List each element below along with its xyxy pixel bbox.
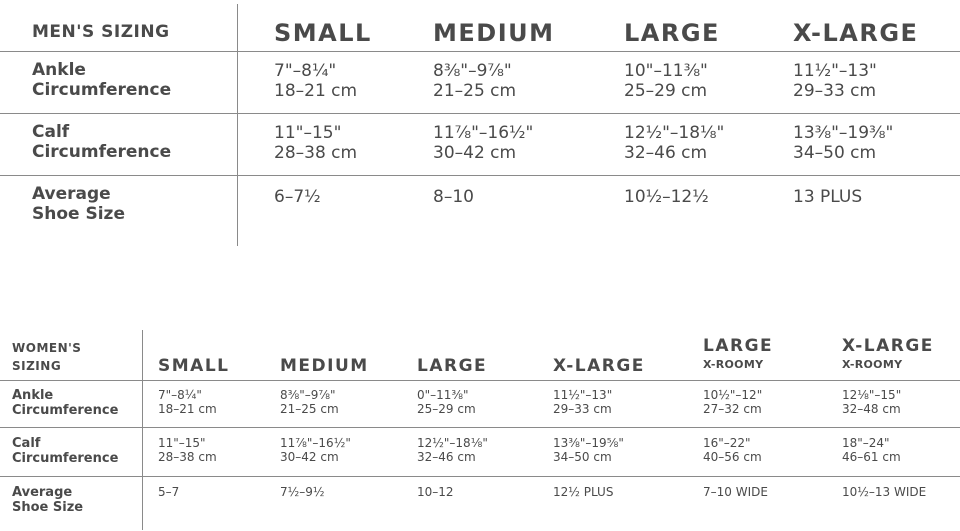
col-name: X-LARGE <box>553 356 645 376</box>
womens-col-large-xroomy <box>703 336 773 371</box>
womens-table-title <box>12 339 81 375</box>
cell-line: 18–21 cm <box>274 80 358 101</box>
mens-cell: 6–7½ <box>274 187 321 207</box>
row-label-line: Average <box>12 485 73 500</box>
cell-line: 16"–22" <box>703 436 751 450</box>
womens-cell: 10–12 <box>417 485 454 499</box>
cell-line: 30–42 cm <box>433 142 517 163</box>
cell-line: 46–61 cm <box>842 449 901 464</box>
cell-line: 21–25 cm <box>280 401 339 416</box>
cell-line: 30–42 cm <box>280 449 339 464</box>
mens-cell <box>793 62 877 101</box>
col-subtitle: X-ROOMY <box>842 358 903 371</box>
womens-col-xlarge-xroomy <box>842 336 934 371</box>
womens-cell <box>553 389 612 417</box>
col-subtitle: X-ROOMY <box>703 358 764 371</box>
womens-col-medium <box>280 356 369 376</box>
row-label-line: Average <box>32 184 111 204</box>
divider <box>0 113 960 114</box>
row-label-line: Circumference <box>32 141 172 162</box>
womens-cell <box>280 389 339 417</box>
row-label-line: Circumference <box>32 79 172 100</box>
womens-cell <box>842 389 901 417</box>
col-name: SMALL <box>158 356 230 376</box>
mens-cell: 13 PLUS <box>793 187 863 207</box>
cell-line: 7"–8¼" <box>274 61 337 81</box>
womens-col-large <box>417 356 487 376</box>
title-line: WOMEN'S <box>12 341 82 355</box>
title-line: SIZING <box>12 359 62 373</box>
womens-col-xlarge <box>553 356 645 376</box>
womens-cell: 7½–9½ <box>280 485 325 499</box>
cell-line: 0"–11⅜" <box>417 388 469 402</box>
col-name: MEDIUM <box>280 356 369 376</box>
cell-line: 18"–24" <box>842 436 890 450</box>
row-label-line: Calf <box>32 122 70 142</box>
womens-cell <box>417 389 476 417</box>
cell-line: 25–29 cm <box>417 401 476 416</box>
cell-line: 18–21 cm <box>158 401 217 416</box>
cell-line: 34–50 cm <box>793 142 877 163</box>
divider <box>0 476 960 477</box>
womens-cell <box>703 389 762 417</box>
cell-line: 10½"–12" <box>703 388 763 402</box>
womens-cell: 10½–13 WIDE <box>842 485 927 499</box>
cell-line: 8⅜"–9⅞" <box>280 388 336 402</box>
mens-row-label-ankle <box>32 61 171 100</box>
mens-cell <box>624 62 708 101</box>
row-label-line: Shoe Size <box>12 499 84 515</box>
cell-line: 32–48 cm <box>842 401 901 416</box>
row-label-line: Ankle <box>32 60 86 80</box>
col-name: X-LARGE <box>842 336 934 356</box>
womens-cell <box>280 437 351 465</box>
cell-line: 32–46 cm <box>417 449 476 464</box>
cell-line: 7"–8¼" <box>158 388 202 402</box>
col-name: LARGE <box>703 336 774 356</box>
mens-col-xlarge: X-LARGE <box>793 19 919 47</box>
mens-cell <box>433 124 533 163</box>
womens-col-small <box>158 356 229 376</box>
mens-col-small: SMALL <box>274 19 372 47</box>
mens-cell <box>274 62 357 101</box>
cell-line: 12½"–18⅛" <box>417 436 488 450</box>
womens-cell: 5–7 <box>158 485 180 499</box>
divider <box>142 330 143 530</box>
cell-line: 12½"–18⅛" <box>624 123 725 143</box>
cell-line: 29–33 cm <box>793 80 877 101</box>
divider <box>0 175 960 176</box>
cell-line: 13⅜"–19⅝" <box>553 436 624 450</box>
divider <box>0 427 960 428</box>
cell-line: 10"–11⅜" <box>624 61 708 81</box>
cell-line: 32–46 cm <box>624 142 708 163</box>
cell-line: 28–38 cm <box>274 142 358 163</box>
cell-line: 29–33 cm <box>553 401 612 416</box>
womens-cell <box>158 437 217 465</box>
mens-col-medium: MEDIUM <box>433 19 555 47</box>
cell-line: 40–56 cm <box>703 449 762 464</box>
womens-row-label-shoe <box>12 486 83 516</box>
womens-cell <box>842 437 901 465</box>
cell-line: 27–32 cm <box>703 401 762 416</box>
cell-line: 28–38 cm <box>158 449 217 464</box>
divider <box>0 51 960 52</box>
cell-line: 11⅞"–16½" <box>280 436 351 450</box>
womens-cell: 7–10 WIDE <box>703 485 768 499</box>
cell-line: 21–25 cm <box>433 80 517 101</box>
divider <box>237 4 238 246</box>
row-label-line: Circumference <box>12 402 119 418</box>
row-label-line: Ankle <box>12 388 54 403</box>
womens-cell: 12½ PLUS <box>553 485 614 499</box>
womens-row-label-ankle <box>12 389 118 419</box>
col-name: LARGE <box>417 356 488 376</box>
row-label-line: Calf <box>12 436 41 451</box>
cell-line: 25–29 cm <box>624 80 708 101</box>
mens-table-title: MEN'S SIZING <box>32 22 170 42</box>
cell-line: 11½"–13" <box>793 61 877 81</box>
row-label-line: Circumference <box>12 450 119 466</box>
cell-line: 13⅜"–19⅜" <box>793 123 894 143</box>
cell-line: 34–50 cm <box>553 449 612 464</box>
womens-cell <box>553 437 624 465</box>
mens-cell <box>793 124 893 163</box>
cell-line: 11½"–13" <box>553 388 613 402</box>
womens-cell <box>417 437 488 465</box>
row-label-line: Shoe Size <box>32 203 125 224</box>
womens-cell <box>703 437 762 465</box>
cell-line: 8⅜"–9⅞" <box>433 61 512 81</box>
mens-cell <box>274 124 357 163</box>
womens-row-label-calf <box>12 437 118 467</box>
mens-col-large: LARGE <box>624 19 720 47</box>
cell-line: 12⅛"–15" <box>842 388 902 402</box>
mens-cell: 10½–12½ <box>624 187 709 207</box>
mens-row-label-calf <box>32 123 171 162</box>
cell-line: 11"–15" <box>274 123 342 143</box>
mens-row-label-shoe <box>32 185 125 224</box>
divider <box>0 380 960 381</box>
mens-cell <box>433 62 516 101</box>
womens-cell <box>158 389 217 417</box>
mens-cell: 8–10 <box>433 187 474 207</box>
cell-line: 11"–15" <box>158 436 206 450</box>
cell-line: 11⅞"–16½" <box>433 123 534 143</box>
mens-cell <box>624 124 724 163</box>
